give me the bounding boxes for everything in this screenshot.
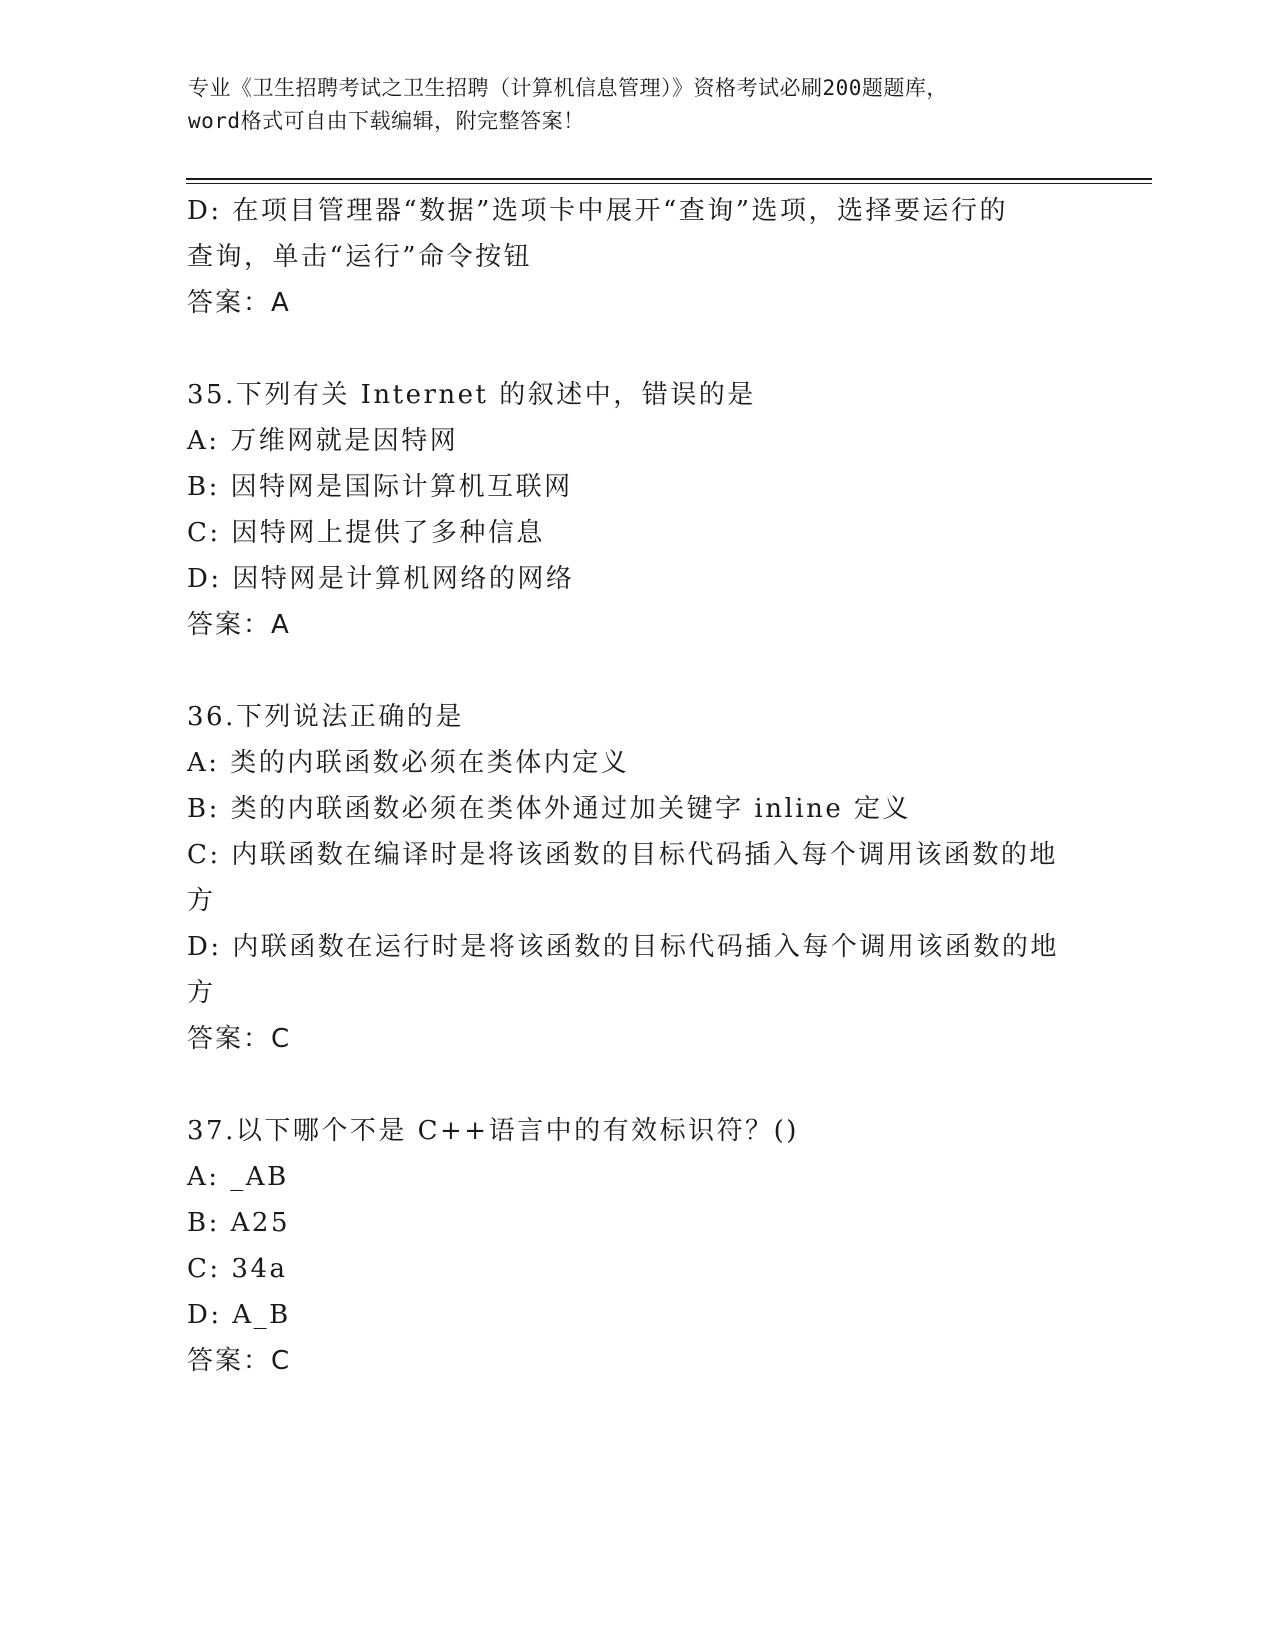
option-d-continued: 方 bbox=[187, 978, 216, 1008]
carryover-question bbox=[187, 188, 1087, 326]
answer-line: 答案：A bbox=[187, 610, 291, 640]
question-stem: 35.下列有关 Internet 的叙述中，错误的是 bbox=[187, 380, 756, 410]
answer-line: 答案：C bbox=[187, 1024, 292, 1054]
option-a: A: 类的内联函数必须在类体内定义 bbox=[187, 748, 630, 778]
option-d-continued: 查询，单击“运行”命令按钮 bbox=[187, 242, 533, 272]
option-b: B: 类的内联函数必须在类体外通过加关键字 inline 定义 bbox=[187, 794, 911, 824]
option-b: B: 因特网是国际计算机互联网 bbox=[187, 472, 573, 502]
option-d: D: 因特网是计算机网络的网络 bbox=[187, 564, 575, 594]
header-divider-thin bbox=[186, 183, 1152, 184]
option-c: C: 内联函数在编译时是将该函数的目标代码插入每个调用该函数的地 bbox=[187, 840, 1058, 870]
option-c: C: 34a bbox=[187, 1254, 288, 1284]
question-37 bbox=[187, 1108, 1087, 1384]
header-title-line-2: word格式可自由下载编辑，附完整答案！ bbox=[188, 109, 585, 133]
option-a: A: 万维网就是因特网 bbox=[187, 426, 459, 456]
answer-line: 答案：A bbox=[187, 288, 291, 318]
option-d: D: A_B bbox=[187, 1300, 291, 1330]
question-stem: 37.以下哪个不是 C++语言中的有效标识符？() bbox=[187, 1116, 799, 1146]
document-header bbox=[188, 72, 1078, 138]
option-b: B: A25 bbox=[187, 1208, 290, 1238]
option-d: D: 内联函数在运行时是将该函数的目标代码插入每个调用该函数的地 bbox=[187, 932, 1059, 962]
header-divider-thick bbox=[186, 178, 1152, 180]
question-stem: 36.下列说法正确的是 bbox=[187, 702, 464, 732]
question-35 bbox=[187, 372, 1087, 648]
option-a: A: _AB bbox=[187, 1162, 289, 1192]
option-d: D: 在项目管理器“数据”选项卡中展开“查询”选项，选择要运行的 bbox=[187, 196, 1009, 226]
question-36 bbox=[187, 694, 1087, 1062]
header-title-line-1: 专业《卫生招聘考试之卫生招聘（计算机信息管理）》资格考试必刷200题题库， bbox=[188, 76, 948, 100]
option-c-continued: 方 bbox=[187, 886, 216, 916]
answer-line: 答案：C bbox=[187, 1346, 292, 1376]
question-list bbox=[187, 188, 1087, 1384]
option-c: C: 因特网上提供了多种信息 bbox=[187, 518, 545, 548]
